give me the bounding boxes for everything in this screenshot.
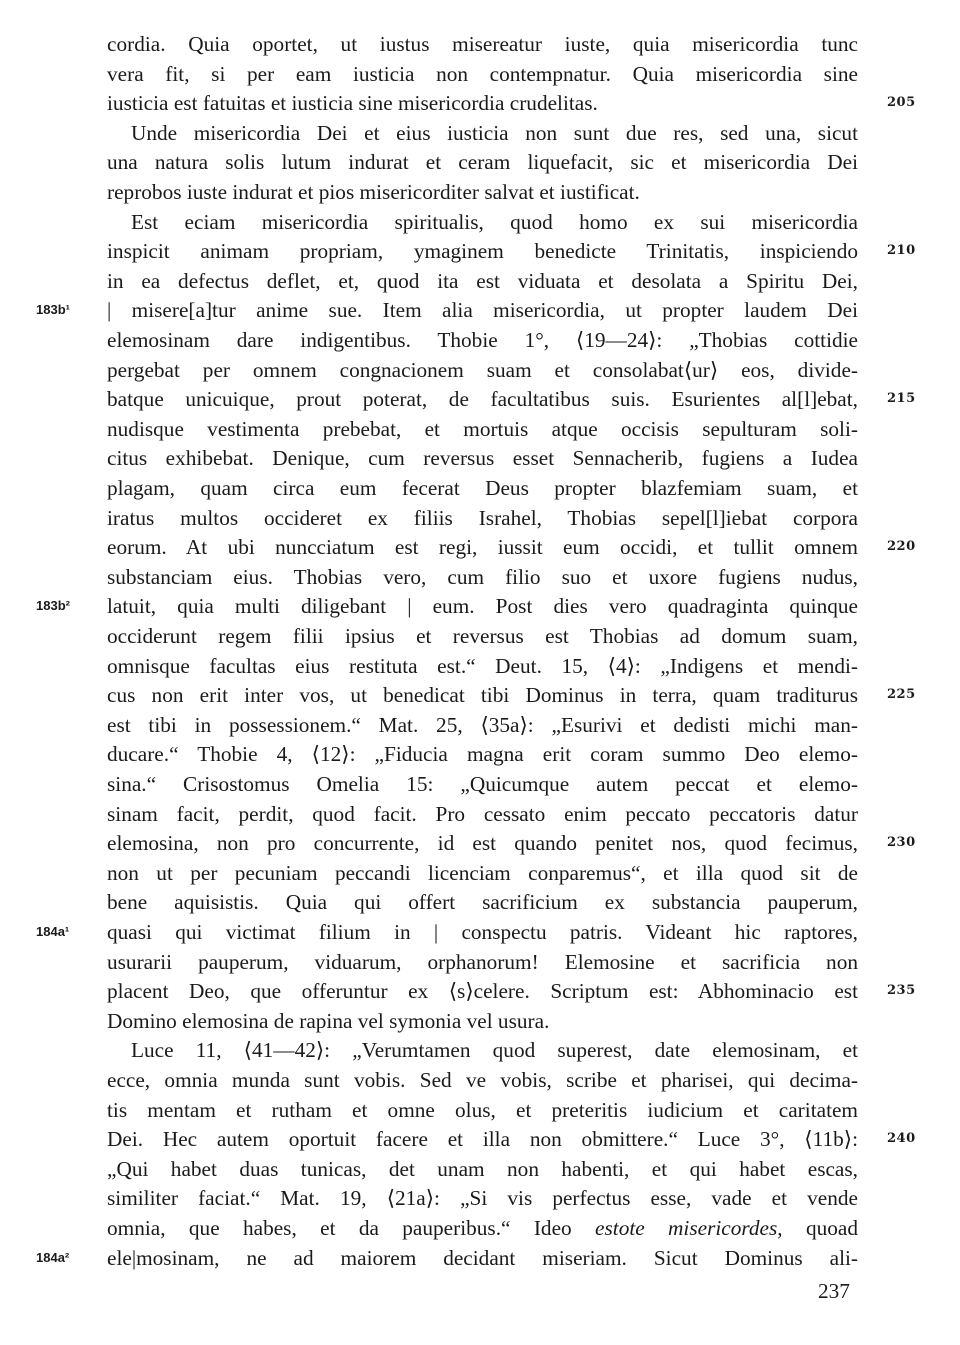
text-line: ele|mosinam, ne ad maiorem decidant miseriam. Sicut Dominus ali- [107, 1245, 858, 1270]
folio-mark: 183b¹ [36, 302, 70, 318]
line-number: 210 [887, 243, 916, 259]
text-line: reprobos iuste indurat et pios misericorditer salvat et iustificat. [107, 180, 640, 204]
text-line: Dei. Hec autem oportuit facere et illa non obmittere.“ Luce 3°, ⟨11b⟩: [107, 1127, 858, 1152]
page-number: 237 [818, 1279, 850, 1303]
folio-mark: 183b² [36, 598, 70, 614]
line-number: 220 [887, 539, 916, 555]
text-line: vera fit, si per eam iusticia non contempnatur. Quia misericordia sine [107, 61, 858, 86]
text-line: nudisque vestimenta prebebat, et mortuis atque occisis sepulturam soli- [107, 416, 858, 441]
line-number: 240 [887, 1131, 916, 1147]
text-line: Unde misericordia Dei et eius iusticia non sunt due res, sed una, sicut [131, 120, 858, 145]
text-line: iratus multos occideret ex filiis Israhel, Thobias sepel[l]iebat corpora [107, 505, 858, 530]
folio-mark: 184a² [36, 1249, 70, 1265]
text-line: cordia. Quia oportet, ut iustus misereatur iuste, quia misericordia tunc [107, 32, 858, 56]
text-line: iusticia est fatuitas et iusticia sine misericordia crudelitas. [107, 91, 598, 116]
text-line: ducare.“ Thobie 4, ⟨12⟩: „Fiducia magna erit coram summo Deo elemo- [107, 742, 858, 767]
text-line: citus exhibebat. Denique, cum reversus esset Sennacherib, fugiens a Iudea [107, 446, 858, 471]
text-line: plagam, quam circa eum fecerat Deus propter blazfemiam suam, et [107, 476, 858, 500]
text-line: in ea defectus deflet, et, quod ita est viduata et desolata a Spiritu Dei, [107, 268, 858, 293]
text-line: inspicit animam propriam, ymaginem benedicte Trinitatis, inspiciendo [107, 239, 858, 264]
line-number: 230 [887, 835, 916, 851]
text-line: elemosinam dare indigentibus. Thobie 1°, ⟨19—24⟩: „Thobias cottidie [107, 328, 858, 352]
text-line: sina.“ Crisostomus Omelia 15: „Quicumque autem peccat et elemo- [107, 772, 858, 796]
text-line: est tibi in possessionem.“ Mat. 25, ⟨35a⟩: „Esurivi et dedisti michi man- [107, 712, 858, 737]
text-line: batque unicuique, prout poterat, de facultatibus suis. Esurientes al[l]ebat, [107, 387, 858, 412]
text-line: una natura solis lutum indurat et ceram liquefacit, sic et misericordia Dei [107, 150, 858, 175]
text-line: omnisque facultas eius restituta est.“ Deut. 15, ⟨4⟩: „Indigens et mendi- [107, 653, 858, 678]
text-line: quasi qui victimat filium in | conspectu patris. Videant hic raptores, [107, 920, 858, 944]
text-line: sinam facit, perdit, quod facit. Pro cessato enim peccato peccatoris datur [107, 801, 858, 826]
text-line: ecce, omnia munda sunt vobis. Sed ve vobis, scribe et pharisei, qui decima- [107, 1068, 858, 1092]
text-line: latuit, quia multi diligebant | eum. Post dies vero quadraginta quinque [107, 594, 858, 619]
line-number: 215 [887, 391, 916, 407]
text-line: bene aquisistis. Quia qui offert sacrificium ex substancia pauperum, [107, 890, 858, 915]
text-line: Domino elemosina de rapina vel symonia vel usura. [107, 1008, 550, 1033]
line-number: 225 [887, 687, 916, 703]
text-line: tis mentam et rutham et omne olus, et preteritis iudicium et caritatem [107, 1097, 858, 1122]
text-line: placent Deo, que offeruntur ex ⟨s⟩celere. Scriptum est: Abhominacio est [107, 979, 858, 1004]
text-line: non ut per pecuniam peccandi licenciam conparemus“, et illa quod sit de [107, 860, 858, 885]
text-line: substanciam eius. Thobias vero, cum filio suo et uxore fugiens nudus, [107, 564, 858, 589]
text-line: „Qui habet duas tunicas, det unam non habenti, et qui habet escas, [107, 1156, 858, 1181]
folio-mark: 184a¹ [36, 924, 70, 939]
text-line: elemosina, non pro concurrente, id est quando penitet nos, quod fecimus, [107, 831, 858, 856]
text-line: eorum. At ubi nuncciatum est regi, iussit eum occidi, et tullit omnem [107, 535, 858, 560]
text-line: cus non erit inter vos, ut benedicat tibi Dominus in terra, quam traditurus [107, 683, 858, 708]
text-line: usurarii pauperum, viduarum, orphanorum! Elemosine et sacrificia non [107, 949, 858, 974]
text-line: pergebat per omnem congnacionem suam et consolabat⟨ur⟩ eos, divide- [107, 357, 858, 382]
text-line: occiderunt regem filii ipsius et reversus est Thobias ad domum suam, [107, 624, 858, 648]
italic-phrase: estote misericordes [595, 1216, 778, 1240]
text-line: Est eciam misericordia spiritualis, quod homo ex sui misericordia [131, 209, 858, 234]
text-line: similiter faciat.“ Mat. 19, ⟨21a⟩: „Si vis perfectus esse, vade et vende [107, 1186, 858, 1211]
text-line: omnia, que habes, et da pauperibus.“ Ideo estote misericordes, quoad [107, 1216, 858, 1240]
line-number: 205 [887, 95, 916, 111]
text-line: | misere[a]tur anime sue. Item alia misericordia, ut propter laudem Dei [107, 298, 858, 323]
text-line: Luce 11, ⟨41—42⟩: „Verumtamen quod superest, date elemosinam, et [131, 1038, 858, 1063]
line-number: 235 [887, 983, 916, 999]
